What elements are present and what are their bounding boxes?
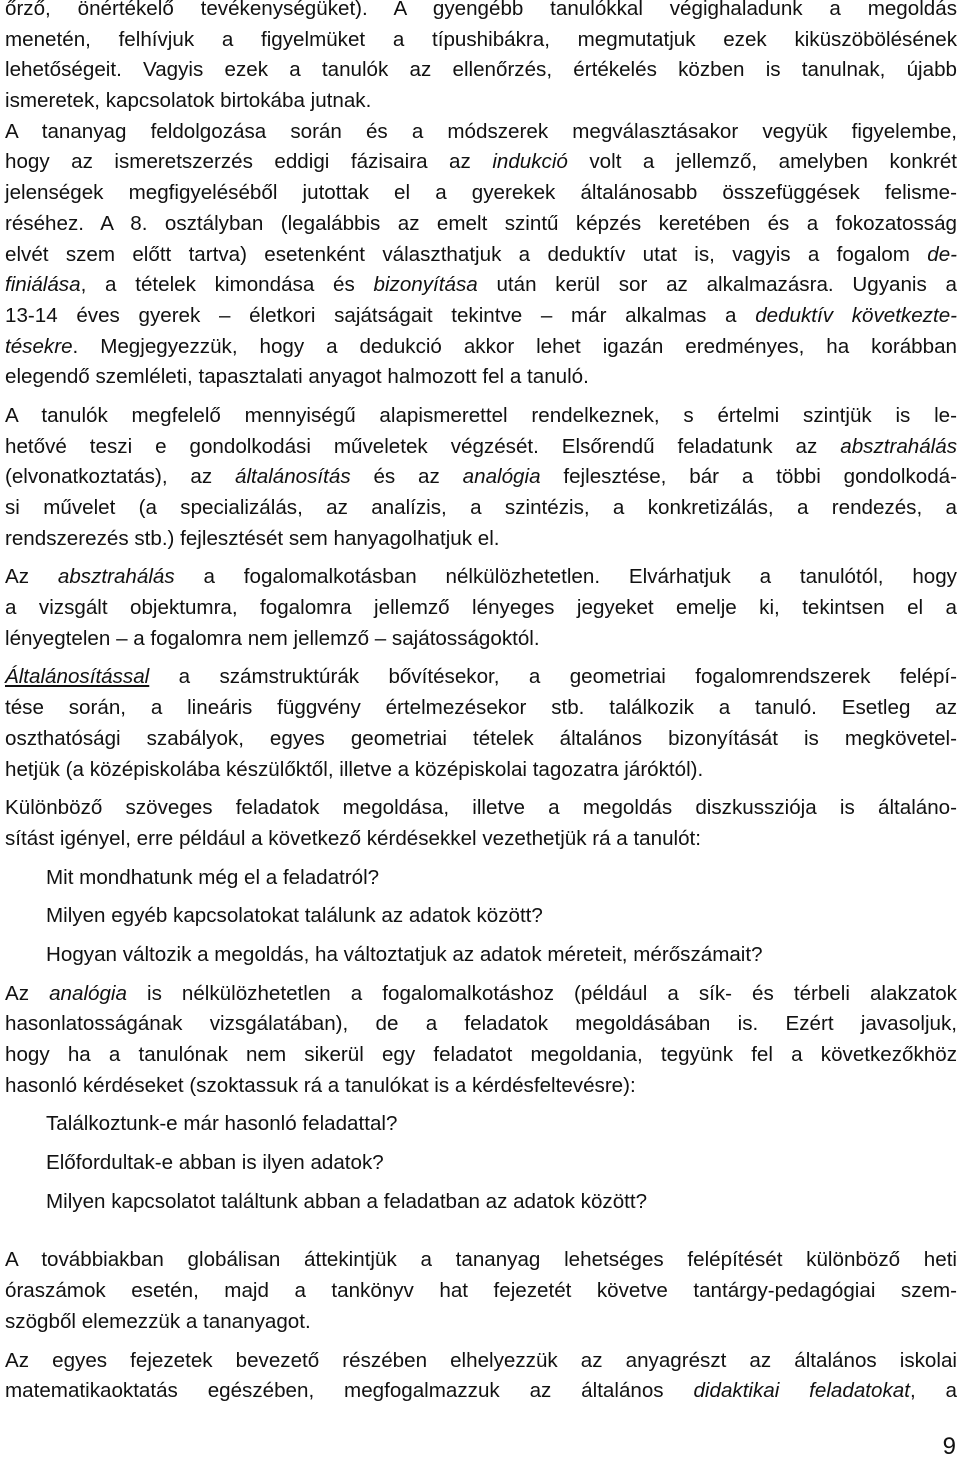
- italic-term: didaktikai feladatokat: [693, 1379, 910, 1403]
- text-line: ismeretek, kapcsolatok birtokába jutnak.: [5, 89, 372, 113]
- italic-underlined-term: Általánosítással: [5, 665, 150, 689]
- paragraph-9: [5, 1346, 957, 1407]
- text-line: óraszámok esetén, majd a tankönyv hat fejezetét követve tantárgy-pedagógiai szem-: [5, 1279, 957, 1303]
- paragraph-1: [5, 0, 957, 117]
- text-line: hogy ha a tanulónak nem sikerül egy feladatot megoldania, tegyünk fel a következőkhöz: [5, 1043, 957, 1066]
- paragraph-8: [5, 1245, 957, 1337]
- text-line: oszthatósági szabályok, egyes geometriai tételek általános bizonyítását is megkövetel-: [5, 726, 957, 750]
- italic-term: analógia: [49, 981, 127, 1005]
- page-number: 9: [942, 1433, 956, 1460]
- paragraph-3: [5, 401, 957, 554]
- text-line: réséhez. A 8. osztályban (legalábbis az emelt szintű képzés keretében és a fokozatosság: [5, 211, 957, 235]
- question-item: Előfordultak-e abban is ilyen adatok?: [46, 1151, 384, 1175]
- italic-term: általánosítás: [234, 465, 351, 489]
- text-line: A továbbiakban globálisan áttekintjük a tananyag lehetséges felépítését különböző heti: [5, 1248, 957, 1272]
- question-list-1: [5, 863, 957, 971]
- text-line: jelenségek megfigyeléséből jutottak el a gyerekek általánosabb összefüggések felisme-: [5, 181, 957, 205]
- text-line: Az analógia is nélkülözhetetlen a fogalomalkotáshoz (például a sík- és térbeli alakzatok: [5, 981, 957, 1005]
- text-line: szögből elemezzük a tananyagot.: [5, 1309, 311, 1333]
- text-line: tése során, a lineáris függvény értelmezésekor stb. találkozik a tanuló. Esetleg az: [5, 696, 957, 720]
- question-list-2: [5, 1109, 957, 1217]
- question-item: Milyen kapcsolatot találtunk abban a feladatban az adatok között?: [46, 1189, 648, 1213]
- italic-term: absztrahálás: [57, 565, 175, 589]
- text-line: hasonlatosságának vizsgálatában), de a feladatok megoldásában is. Ezért javasoljuk,: [5, 1012, 957, 1036]
- text-line: Az absztrahálás a fogalomalkotásban nélkülözhetetlen. Elvárhatjuk a tanulótól, hogy: [5, 565, 957, 589]
- text-line: Általánosítással a számstruktúrák bővítésekor, a geometriai fogalomrendszerek felépí-: [5, 665, 957, 689]
- text-line: lehetőségeit. Vagyis ezek a tanulók az ellenőrzés, értékelés közben is tanulnak, újabb: [5, 58, 957, 82]
- paragraph-2: [5, 117, 957, 393]
- text-line: elegendő szemléleti, tapasztalati anyagot halmozott fel a tanuló.: [5, 365, 589, 389]
- italic-term: bizonyítása: [373, 273, 478, 297]
- question-item: Milyen egyéb kapcsolatokat találunk az adatok között?: [46, 904, 543, 928]
- paragraph-6: [5, 793, 957, 854]
- text-line: (elvonatkoztatás), az általánosítás és az analógia fejlesztése, bár a többi gondolkodá-: [5, 465, 957, 489]
- italic-term: deduktív következte-: [755, 303, 958, 327]
- paragraph-7: [5, 979, 957, 1102]
- italic-term: analógia: [462, 465, 541, 489]
- body-text: [5, 0, 957, 1407]
- text-line: hetjük (a középiskolába készülőktől, illetve a középiskolai tagozatra járóktól).: [5, 757, 704, 781]
- text-line: hasonló kérdéseket (szoktassuk rá a tanulókat is a kérdésfeltevésre):: [5, 1073, 636, 1097]
- paragraph-5: [5, 662, 957, 785]
- text-line: hetővé teszi e gondolkodási műveletek végzését. Elsőrendű feladatunk az absztrahálás: [5, 434, 957, 458]
- text-line: rendszerezés stb.) fejlesztését sem hanyagolhatjuk el.: [5, 526, 500, 550]
- text-line: 13-14 éves gyerek – életkori sajátságait tekintve – már alkalmas a deduktív következte-: [5, 303, 958, 327]
- text-line: Különböző szöveges feladatok megoldása, illetve a megoldás diszkussziója is általáno-: [5, 796, 957, 820]
- text-line: menetén, felhívjuk a figyelmüket a típushibákra, megmutatjuk ezek kiküszöbölésének: [5, 27, 957, 51]
- text-line: elvét szem előtt tartva) esetenként választhatjuk a deduktív utat is, vagyis a fogalom de-: [5, 242, 957, 266]
- italic-term: finiálása: [5, 273, 81, 297]
- question-item: Mit mondhatunk még el a feladatról?: [46, 865, 380, 889]
- question-item: Találkoztunk-e már hasonló feladattal?: [46, 1112, 398, 1136]
- text-line: si művelet (a specializálás, az analízis, a szintézis, a konkretizálás, a rendezés, a: [5, 496, 957, 519]
- text-line: tésekre. Megjegyezzük, hogy a dedukció akkor lehet igazán eredményes, ha korábban: [5, 334, 957, 358]
- text-line: Az egyes fejezetek bevezető részében elhelyezzük az anyagrészt az általános iskolai: [5, 1348, 957, 1372]
- text-line: matematikaoktatás egészében, megfogalmazzuk az általános didaktikai feladatokat, a: [5, 1379, 957, 1403]
- question-item: Hogyan változik a megoldás, ha változtatjuk az adatok méreteit, mérőszámait?: [46, 942, 763, 966]
- text-line: a vizsgált objektumra, fogalomra jellemző lényeges jegyeket emelje ki, tekintsen el a: [5, 596, 957, 620]
- italic-term: indukció: [492, 150, 568, 174]
- text-line: lényegtelen – a fogalomra nem jellemző – sajátosságoktól.: [5, 626, 540, 650]
- text-line: A tanulók megfelelő mennyiségű alapismerettel rendelkeznek, s értelmi szintjük is le-: [5, 403, 957, 427]
- italic-term: tésekre: [5, 334, 73, 358]
- italic-term: absztrahálás: [840, 434, 957, 458]
- paragraph-4: [5, 562, 957, 654]
- text-line: sítást igényel, erre például a következő kérdésekkel vezethetjük rá a tanulót:: [5, 826, 702, 850]
- text-line: A tananyag feldolgozása során és a módszerek megválasztásakor vegyük figyelembe,: [5, 119, 957, 143]
- text-line: finiálása, a tételek kimondása és bizonyítása után kerül sor az alkalmazásra. Ugyanis a: [5, 273, 957, 297]
- italic-term: de-: [927, 242, 957, 266]
- text-line: őrző, önértékelő tevékenységüket). A gyengébb tanulókkal végighaladunk a megoldás: [5, 0, 957, 20]
- text-line: hogy az ismeretszerzés eddigi fázisaira az indukció volt a jellemző, amelyben konkrét: [5, 150, 957, 174]
